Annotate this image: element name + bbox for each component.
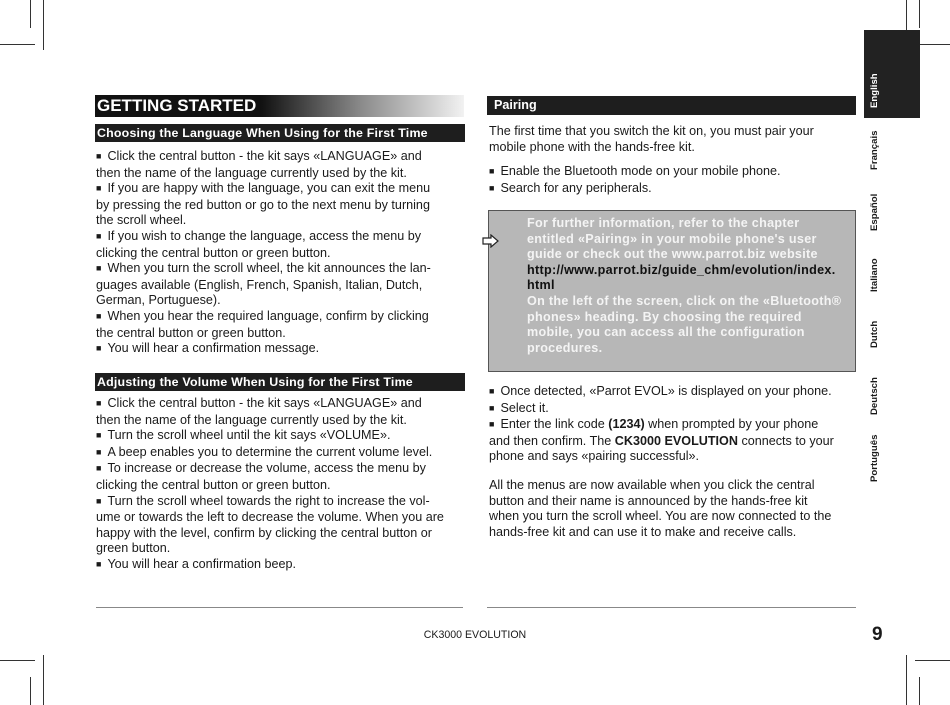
link-code: (1234) bbox=[608, 417, 645, 432]
bullet-item: ■ Enable the Bluetooth mode on your mobile phone. bbox=[489, 164, 857, 181]
bullet-item: ■ Click the central button - the kit says «LANGUAGE» and bbox=[96, 396, 468, 413]
crop-mark bbox=[919, 677, 920, 705]
pointer-arrow-icon bbox=[482, 234, 500, 248]
info-line: entitled «Pairing» in your mobile phone's user bbox=[527, 231, 817, 246]
text-line: when you turn the scroll wheel. You are now connected to the bbox=[489, 509, 832, 524]
crop-mark bbox=[30, 677, 31, 705]
text-line: happy with the level, confirm by clicking the central button or bbox=[96, 525, 433, 540]
pairing-finish bbox=[489, 384, 861, 465]
info-url: http://www.parrot.biz/guide_chm/evolution/index. bbox=[527, 262, 836, 277]
bullet-item: ■ Select it. bbox=[489, 401, 861, 418]
info-line: guide or check out the www.parrot.biz website bbox=[527, 247, 818, 262]
section-heading-language: Choosing the Language When Using for the First Time bbox=[95, 124, 465, 142]
language-instructions bbox=[96, 149, 468, 358]
text-line: German, Portuguese). bbox=[96, 293, 221, 308]
crop-mark bbox=[919, 0, 920, 28]
info-line: On the left of the screen, click on the «Bluetooth® bbox=[527, 293, 842, 308]
text-line: button and their name is announced by the hands-free kit bbox=[489, 493, 808, 508]
info-url: html bbox=[527, 278, 555, 293]
text-line: then the name of the language currently used by the kit. bbox=[96, 412, 407, 427]
footer-rule-right bbox=[487, 607, 856, 608]
tab-label: English bbox=[869, 73, 880, 108]
pairing-intro bbox=[489, 124, 857, 155]
text-line: clicking the central button or green button. bbox=[96, 245, 331, 260]
tab-label: Português bbox=[869, 434, 880, 482]
crop-mark bbox=[0, 660, 35, 661]
bullet-item: ■ You will hear a confirmation message. bbox=[96, 341, 468, 358]
text-line: green button. bbox=[96, 541, 171, 556]
bullet-item bbox=[489, 417, 861, 434]
bullet-item: ■ A beep enables you to determine the current volume level. bbox=[96, 445, 468, 462]
text-line: by pressing the red button or go to the next menu by turning bbox=[96, 197, 430, 212]
bullet-item: ■ Click the central button - the kit says «LANGUAGE» and bbox=[96, 149, 468, 166]
text-line: the scroll wheel. bbox=[96, 213, 187, 228]
bullet-item: ■ You will hear a confirmation beep. bbox=[96, 557, 468, 574]
text-run: connects to your bbox=[737, 433, 834, 448]
bullet-item: ■ Once detected, «Parrot EVOL» is displayed on your phone. bbox=[489, 384, 861, 401]
section-heading-pairing: Pairing bbox=[487, 96, 856, 115]
info-line: phones» heading. By choosing the required bbox=[527, 309, 802, 324]
text-line: mobile phone with the hands-free kit. bbox=[489, 139, 695, 154]
info-line: For further information, refer to the chapter bbox=[527, 216, 800, 230]
bullet-item: ■ When you hear the required language, confirm by clicking bbox=[96, 309, 468, 326]
crop-mark bbox=[43, 655, 44, 705]
text-line: the central button or green button. bbox=[96, 325, 286, 340]
text-line: ume or towards the left to decrease the volume. When you are bbox=[96, 510, 444, 525]
bullet-item: ■ Search for any peripherals. bbox=[489, 181, 857, 198]
crop-mark bbox=[43, 0, 44, 50]
text-run: when prompted by your phone bbox=[644, 417, 819, 432]
text-run: Enter the link code bbox=[500, 417, 609, 432]
crop-mark bbox=[30, 0, 31, 28]
bullet-item: ■ To increase or decrease the volume, access the menu by bbox=[96, 461, 468, 478]
pairing-steps bbox=[489, 164, 857, 197]
info-line: procedures. bbox=[527, 340, 603, 355]
text-line: The first time that you switch the kit on, you must pair your bbox=[489, 124, 814, 138]
page-number: 9 bbox=[872, 624, 883, 645]
bullet-item: ■ Turn the scroll wheel towards the right to increase the vol- bbox=[96, 494, 468, 511]
footer-title: CK3000 EVOLUTION bbox=[423, 629, 527, 641]
tab-portugues[interactable] bbox=[864, 30, 884, 482]
product-name: CK3000 EVOLUTION bbox=[614, 433, 738, 448]
footer-rule-left bbox=[96, 607, 463, 608]
text-line: phone and says «pairing successful». bbox=[489, 449, 700, 464]
tab-label: Dutch bbox=[869, 320, 880, 348]
text-line: clicking the central button or green button. bbox=[96, 477, 331, 492]
crop-mark bbox=[0, 44, 35, 45]
tab-label: Italiano bbox=[869, 258, 880, 292]
bullet-item: ■ Turn the scroll wheel until the kit says «VOLUME». bbox=[96, 428, 468, 445]
crop-mark bbox=[915, 660, 950, 661]
page-title: GETTING STARTED bbox=[95, 95, 464, 117]
bullet-item: ■ If you wish to change the language, access the menu by bbox=[96, 229, 468, 246]
text-line bbox=[489, 434, 861, 450]
tab-label: Français bbox=[869, 130, 880, 170]
bullet-item: ■ If you are happy with the language, you can exit the menu bbox=[96, 181, 468, 198]
language-tabs bbox=[864, 30, 920, 490]
bullet-item: ■ When you turn the scroll wheel, the kit announces the lan- bbox=[96, 261, 468, 278]
info-line: mobile, you can access all the configuration bbox=[527, 325, 805, 340]
text-line: All the menus are now available when you click the central bbox=[489, 478, 815, 492]
section-heading-volume: Adjusting the Volume When Using for the First Time bbox=[95, 373, 465, 391]
tab-label: Deutsch bbox=[869, 377, 880, 415]
closing-paragraph bbox=[489, 478, 861, 540]
crop-mark bbox=[906, 655, 907, 705]
crop-mark bbox=[915, 44, 950, 45]
text-line: guages available (English, French, Spanish, Italian, Dutch, bbox=[96, 277, 423, 292]
text-run: and then confirm. The bbox=[489, 433, 615, 448]
text-line: hands-free kit and can use it to make and receive calls. bbox=[489, 524, 797, 539]
info-note bbox=[527, 216, 845, 356]
volume-instructions bbox=[96, 396, 468, 574]
tab-label: Español bbox=[869, 193, 880, 231]
text-line: then the name of the language currently used by the kit. bbox=[96, 165, 407, 180]
